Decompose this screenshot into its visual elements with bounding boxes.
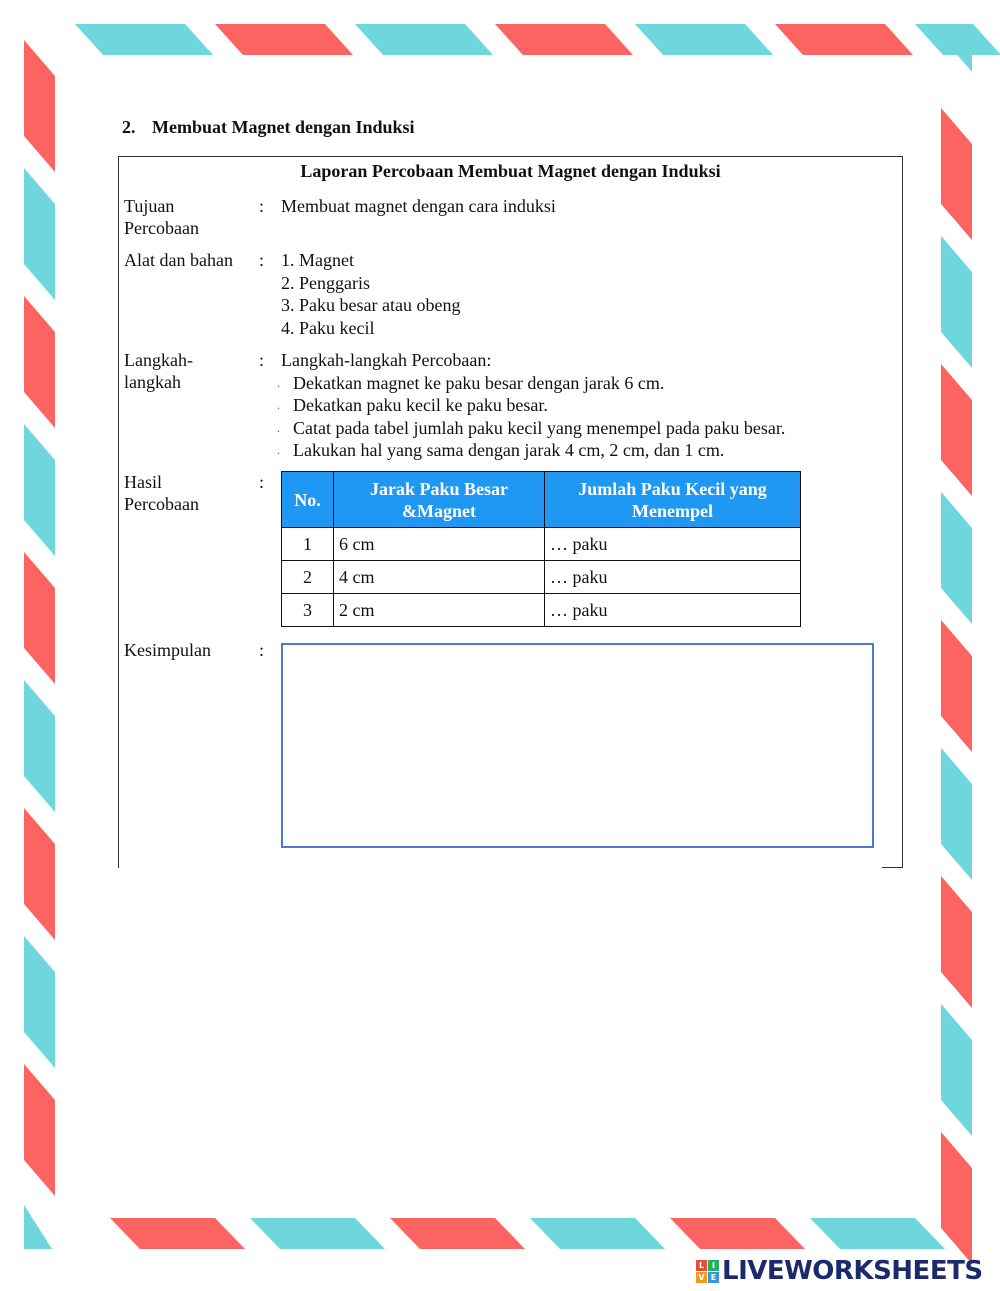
- border-stripe: [810, 1218, 945, 1249]
- border-stripe: [355, 24, 493, 55]
- border-stripe: [75, 24, 213, 55]
- hasil-label: Hasil Percobaan: [124, 472, 199, 514]
- live-grid-icon: L I V E: [696, 1260, 719, 1283]
- section-title: Membuat Magnet dengan Induksi: [152, 117, 415, 137]
- cell-jumlah: … paku: [545, 561, 801, 594]
- border-stripe: [495, 24, 633, 55]
- border-stripe: [24, 40, 55, 172]
- table-row: [282, 561, 801, 594]
- tujuan-label: Tujuan Percobaan: [124, 196, 199, 238]
- brand-text: LIVEWORKSHEETS: [722, 1256, 983, 1286]
- border-stripe: [941, 108, 972, 240]
- cell-no: 3: [282, 594, 334, 627]
- border-stripe: [24, 296, 55, 428]
- header-jumlah: Jumlah Paku Kecil yang Menempel: [545, 472, 801, 528]
- border-stripe: [24, 168, 55, 300]
- border-stripe: [390, 1218, 525, 1249]
- border-stripe: [941, 876, 972, 1008]
- report-title: Laporan Percobaan Membuat Magnet dengan Induksi: [300, 161, 721, 181]
- border-stripe: [24, 1064, 55, 1196]
- border-stripe: [941, 748, 972, 880]
- kesimpulan-label: Kesimpulan: [124, 640, 211, 660]
- border-stripe: [941, 364, 972, 496]
- box-bottom-edge: [882, 867, 903, 868]
- border-stripe: [24, 1205, 52, 1249]
- alat-list: [281, 249, 460, 339]
- border-stripe: [775, 24, 913, 55]
- table-row: [282, 528, 801, 561]
- border-stripe: [941, 1132, 972, 1264]
- border-stripe: [941, 1004, 972, 1136]
- cell-jumlah: … paku: [545, 594, 801, 627]
- table-header-row: [282, 472, 801, 528]
- border-stripe: [24, 936, 55, 1068]
- hasil-colon: :: [259, 472, 265, 492]
- alat-colon: :: [259, 250, 265, 270]
- border-stripe: [941, 620, 972, 752]
- cell-no: 1: [282, 528, 334, 561]
- conclusion-answer-box[interactable]: [281, 643, 874, 848]
- border-stripe: [24, 552, 55, 684]
- border-stripe: [110, 1218, 245, 1249]
- header-jarak: Jarak Paku Besar &Magnet: [334, 472, 545, 528]
- cell-jumlah: … paku: [545, 528, 801, 561]
- border-stripe: [530, 1218, 665, 1249]
- header-no: No.: [282, 472, 334, 528]
- langkah-step: . Dekatkan paku kecil ke paku besar.: [277, 395, 548, 415]
- kesimpulan-colon: :: [259, 640, 265, 660]
- alat-item: 4. Paku kecil: [281, 317, 375, 338]
- langkah-intro: Langkah-langkah Percobaan:: [281, 350, 492, 370]
- alat-item: 1. Magnet: [281, 250, 354, 270]
- border-stripe: [635, 24, 773, 55]
- langkah-list: [277, 349, 786, 462]
- alat-item: 2. Penggaris: [281, 272, 370, 293]
- result-table: [281, 471, 801, 627]
- border-stripe: [941, 236, 972, 368]
- langkah-step: . Lakukan hal yang sama dengan jarak 4 cm, 2 cm, dan 1 cm.: [277, 440, 725, 460]
- border-stripe: [941, 492, 972, 624]
- border-stripe: [24, 680, 55, 812]
- langkah-step: . Dekatkan magnet ke paku besar dengan jarak 6 cm.: [277, 372, 665, 393]
- alat-item: 3. Paku besar atau obeng: [281, 295, 461, 315]
- border-stripe: [215, 24, 353, 55]
- report-box: [118, 156, 903, 868]
- section-heading: [122, 117, 415, 138]
- cell-jarak: 4 cm: [334, 561, 545, 594]
- alat-label: Alat dan bahan: [124, 250, 233, 270]
- tujuan-colon: :: [259, 196, 265, 216]
- border-stripe: [670, 1218, 805, 1249]
- cell-no: 2: [282, 561, 334, 594]
- table-row: [282, 594, 801, 627]
- langkah-step: . Catat pada tabel jumlah paku kecil yang menempel pada paku besar.: [277, 417, 786, 438]
- cell-jarak: 6 cm: [334, 528, 545, 561]
- liveworksheets-logo: [696, 1256, 983, 1286]
- border-stripe: [24, 424, 55, 556]
- section-number: 2.: [122, 117, 136, 137]
- langkah-label: Langkah- langkah: [124, 350, 193, 392]
- langkah-colon: :: [259, 350, 265, 370]
- cell-jarak: 2 cm: [334, 594, 545, 627]
- tujuan-value: Membuat magnet dengan cara induksi: [281, 196, 556, 216]
- border-stripe: [250, 1218, 385, 1249]
- border-stripe: [24, 808, 55, 940]
